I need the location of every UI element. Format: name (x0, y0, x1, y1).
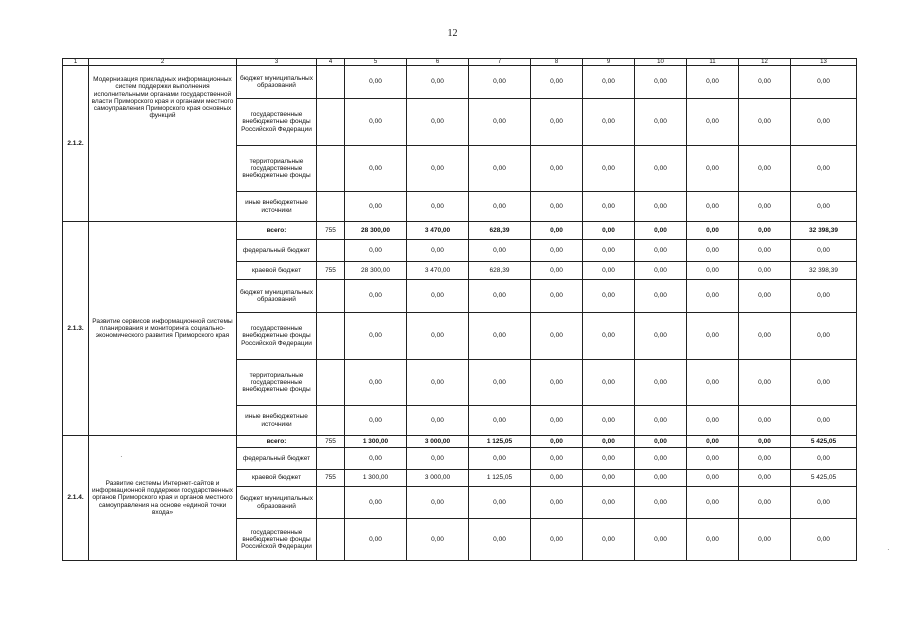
funding-source: федеральный бюджет (237, 448, 317, 470)
amount-cell: 1 300,00 (345, 436, 407, 448)
amount-cell: 0,00 (531, 360, 583, 406)
amount-cell: 0,00 (469, 313, 531, 360)
amount-cell: 0,00 (635, 313, 687, 360)
amount-cell: 0,00 (635, 146, 687, 192)
amount-cell: 0,00 (531, 146, 583, 192)
budget-code (317, 406, 345, 436)
amount-cell: 0,00 (407, 313, 469, 360)
amount-cell: 0,00 (583, 192, 635, 222)
amount-cell: 32 398,39 (791, 222, 857, 240)
amount-cell: 0,00 (635, 99, 687, 146)
amount-cell: 0,00 (687, 99, 739, 146)
amount-cell: 0,00 (739, 360, 791, 406)
header-cell: 9 (583, 59, 635, 66)
funding-source: территориальные государственные внебюджетные фонды (237, 360, 317, 406)
amount-cell: 0,00 (687, 192, 739, 222)
header-cell: 8 (531, 59, 583, 66)
budget-table (62, 58, 857, 561)
amount-cell: 0,00 (635, 66, 687, 99)
budget-code (317, 66, 345, 99)
budget-code (317, 240, 345, 262)
budget-code (317, 192, 345, 222)
funding-source: государственные внебюджетные фонды Российской Федерации (237, 99, 317, 146)
amount-cell: 0,00 (635, 280, 687, 313)
page-number: 12 (447, 28, 458, 39)
amount-cell: 0,00 (469, 192, 531, 222)
amount-cell: 0,00 (469, 240, 531, 262)
amount-cell: 0,00 (687, 313, 739, 360)
amount-cell: 0,00 (345, 280, 407, 313)
amount-cell: 3 000,00 (407, 436, 469, 448)
header-cell: 12 (739, 59, 791, 66)
amount-cell: 0,00 (583, 313, 635, 360)
amount-cell: 0,00 (469, 360, 531, 406)
amount-cell: 0,00 (635, 470, 687, 487)
amount-cell: 0,00 (687, 436, 739, 448)
amount-cell: 0,00 (407, 406, 469, 436)
budget-code: 755 (317, 436, 345, 448)
amount-cell: 0,00 (469, 406, 531, 436)
scan-speck: · (120, 452, 123, 461)
funding-source: всего: (237, 436, 317, 448)
amount-cell: 0,00 (635, 436, 687, 448)
funding-source: краевой бюджет (237, 262, 317, 280)
amount-cell: 0,00 (739, 448, 791, 470)
amount-cell: 0,00 (687, 66, 739, 99)
header-cell: 7 (469, 59, 531, 66)
amount-cell: 0,00 (635, 406, 687, 436)
amount-cell: 0,00 (583, 470, 635, 487)
amount-cell: 0,00 (583, 436, 635, 448)
activity-name: Развитие системы Интернет-сайтов и информационной поддержки государственных органов Приморского края и органов местного самоуправления на основе «единой точки входа» (89, 436, 237, 561)
amount-cell: 0,00 (687, 280, 739, 313)
amount-cell: 0,00 (407, 487, 469, 519)
funding-source: территориальные государственные внебюджетные фонды (237, 146, 317, 192)
amount-cell: 0,00 (345, 406, 407, 436)
table-row (63, 66, 857, 99)
header-cell: 2 (89, 59, 237, 66)
amount-cell: 0,00 (687, 146, 739, 192)
amount-cell: 0,00 (531, 240, 583, 262)
amount-cell: 0,00 (345, 192, 407, 222)
amount-cell: 0,00 (739, 313, 791, 360)
header-cell: 1 (63, 59, 89, 66)
header-cell: 3 (237, 59, 317, 66)
amount-cell: 0,00 (469, 146, 531, 192)
amount-cell: 0,00 (739, 406, 791, 436)
amount-cell: 0,00 (531, 222, 583, 240)
amount-cell: 0,00 (791, 519, 857, 561)
amount-cell: 0,00 (791, 360, 857, 406)
amount-cell: 0,00 (635, 448, 687, 470)
amount-cell: 0,00 (531, 436, 583, 448)
amount-cell: 0,00 (687, 360, 739, 406)
amount-cell: 1 125,05 (469, 436, 531, 448)
amount-cell: 0,00 (345, 99, 407, 146)
item-number: 2.1.3. (63, 222, 89, 436)
amount-cell: 0,00 (739, 280, 791, 313)
amount-cell: 0,00 (531, 66, 583, 99)
budget-code: 755 (317, 470, 345, 487)
budget-code (317, 99, 345, 146)
amount-cell: 0,00 (687, 262, 739, 280)
amount-cell: 0,00 (687, 487, 739, 519)
amount-cell: 0,00 (531, 470, 583, 487)
header-cell: 13 (791, 59, 857, 66)
amount-cell: 0,00 (791, 487, 857, 519)
amount-cell: 0,00 (791, 448, 857, 470)
budget-code (317, 448, 345, 470)
amount-cell: 0,00 (469, 280, 531, 313)
amount-cell: 0,00 (583, 262, 635, 280)
amount-cell: 0,00 (739, 519, 791, 561)
amount-cell: 0,00 (739, 487, 791, 519)
amount-cell: 0,00 (739, 192, 791, 222)
amount-cell: 0,00 (687, 222, 739, 240)
funding-source: иные внебюджетные источники (237, 406, 317, 436)
amount-cell: 0,00 (635, 222, 687, 240)
activity-name: Модернизация прикладных информационных систем поддержки выполнения исполнительными органами государственной власти Приморского края и органами местного самоуправления Приморского края основных функций (89, 66, 237, 222)
budget-code (317, 487, 345, 519)
amount-cell: 0,00 (407, 66, 469, 99)
amount-cell: 0,00 (635, 487, 687, 519)
amount-cell: 1 125,05 (469, 470, 531, 487)
item-number: 2.1.2. (63, 66, 89, 222)
amount-cell: 0,00 (407, 448, 469, 470)
amount-cell: 28 300,00 (345, 262, 407, 280)
amount-cell: 0,00 (687, 406, 739, 436)
amount-cell: 0,00 (345, 360, 407, 406)
amount-cell: 0,00 (531, 519, 583, 561)
amount-cell: 0,00 (739, 66, 791, 99)
amount-cell: 0,00 (407, 240, 469, 262)
amount-cell: 0,00 (583, 99, 635, 146)
amount-cell: 0,00 (583, 66, 635, 99)
amount-cell: 5 425,05 (791, 470, 857, 487)
header-cell: 6 (407, 59, 469, 66)
amount-cell: 5 425,05 (791, 436, 857, 448)
funding-source: государственные внебюджетные фонды Российской Федерации (237, 519, 317, 561)
amount-cell: 0,00 (531, 280, 583, 313)
amount-cell: 0,00 (687, 448, 739, 470)
amount-cell: 0,00 (635, 360, 687, 406)
budget-code (317, 360, 345, 406)
amount-cell: 0,00 (739, 262, 791, 280)
budget-code (317, 146, 345, 192)
amount-cell: 0,00 (531, 406, 583, 436)
amount-cell: 0,00 (583, 360, 635, 406)
amount-cell: 0,00 (531, 99, 583, 146)
amount-cell: 0,00 (531, 313, 583, 360)
amount-cell: 0,00 (791, 146, 857, 192)
header-cell: 10 (635, 59, 687, 66)
budget-code (317, 313, 345, 360)
amount-cell: 0,00 (345, 66, 407, 99)
amount-cell: 628,39 (469, 222, 531, 240)
amount-cell: 0,00 (739, 470, 791, 487)
amount-cell: 0,00 (791, 240, 857, 262)
table-row (63, 222, 857, 240)
amount-cell: 0,00 (687, 240, 739, 262)
amount-cell: 0,00 (739, 222, 791, 240)
amount-cell: 0,00 (739, 99, 791, 146)
funding-source: федеральный бюджет (237, 240, 317, 262)
budget-code (317, 280, 345, 313)
amount-cell: 0,00 (531, 487, 583, 519)
amount-cell: 0,00 (345, 240, 407, 262)
amount-cell: 0,00 (635, 240, 687, 262)
amount-cell: 0,00 (469, 487, 531, 519)
amount-cell: 0,00 (583, 240, 635, 262)
amount-cell: 1 300,00 (345, 470, 407, 487)
amount-cell: 628,39 (469, 262, 531, 280)
funding-source: бюджет муниципальных образований (237, 66, 317, 99)
amount-cell: 0,00 (791, 192, 857, 222)
funding-source: краевой бюджет (237, 470, 317, 487)
funding-source: иные внебюджетные источники (237, 192, 317, 222)
amount-cell: 0,00 (531, 192, 583, 222)
amount-cell: 3 000,00 (407, 470, 469, 487)
table-row (63, 436, 857, 448)
amount-cell: 0,00 (407, 99, 469, 146)
budget-code: 755 (317, 222, 345, 240)
funding-source: бюджет муниципальных образований (237, 487, 317, 519)
funding-source: государственные внебюджетные фонды Российской Федерации (237, 313, 317, 360)
amount-cell: 0,00 (345, 313, 407, 360)
budget-code: 755 (317, 262, 345, 280)
amount-cell: 0,00 (407, 146, 469, 192)
amount-cell: 0,00 (469, 99, 531, 146)
amount-cell: 0,00 (583, 222, 635, 240)
scan-speck: · (887, 545, 890, 554)
amount-cell: 0,00 (345, 487, 407, 519)
amount-cell: 0,00 (687, 519, 739, 561)
amount-cell: 0,00 (407, 360, 469, 406)
activity-name: Развитие сервисов информационной системы планирования и мониторинга социально-экономического развития Приморского края (89, 222, 237, 436)
amount-cell: 0,00 (791, 66, 857, 99)
amount-cell: 3 470,00 (407, 262, 469, 280)
amount-cell: 0,00 (687, 470, 739, 487)
funding-source: всего: (237, 222, 317, 240)
amount-cell: 0,00 (791, 280, 857, 313)
header-cell: 5 (345, 59, 407, 66)
amount-cell: 0,00 (469, 519, 531, 561)
amount-cell: 0,00 (791, 406, 857, 436)
amount-cell: 0,00 (345, 146, 407, 192)
amount-cell: 0,00 (531, 262, 583, 280)
amount-cell: 32 398,39 (791, 262, 857, 280)
amount-cell: 0,00 (739, 240, 791, 262)
amount-cell: 0,00 (583, 487, 635, 519)
amount-cell: 0,00 (583, 519, 635, 561)
amount-cell: 28 300,00 (345, 222, 407, 240)
amount-cell: 0,00 (583, 280, 635, 313)
amount-cell: 0,00 (469, 66, 531, 99)
amount-cell: 0,00 (635, 519, 687, 561)
amount-cell: 0,00 (583, 146, 635, 192)
amount-cell: 0,00 (739, 436, 791, 448)
amount-cell: 0,00 (635, 192, 687, 222)
amount-cell: 0,00 (469, 448, 531, 470)
amount-cell: 0,00 (791, 313, 857, 360)
amount-cell: 0,00 (791, 99, 857, 146)
amount-cell: 0,00 (345, 448, 407, 470)
amount-cell: 3 470,00 (407, 222, 469, 240)
amount-cell: 0,00 (407, 519, 469, 561)
amount-cell: 0,00 (531, 448, 583, 470)
amount-cell: 0,00 (635, 262, 687, 280)
amount-cell: 0,00 (739, 146, 791, 192)
amount-cell: 0,00 (583, 406, 635, 436)
amount-cell: 0,00 (583, 448, 635, 470)
amount-cell: 0,00 (407, 280, 469, 313)
header-cell: 11 (687, 59, 739, 66)
header-row (63, 59, 857, 66)
funding-source: бюджет муниципальных образований (237, 280, 317, 313)
header-cell: 4 (317, 59, 345, 66)
amount-cell: 0,00 (345, 519, 407, 561)
amount-cell: 0,00 (407, 192, 469, 222)
budget-code (317, 519, 345, 561)
item-number: 2.1.4. (63, 436, 89, 561)
